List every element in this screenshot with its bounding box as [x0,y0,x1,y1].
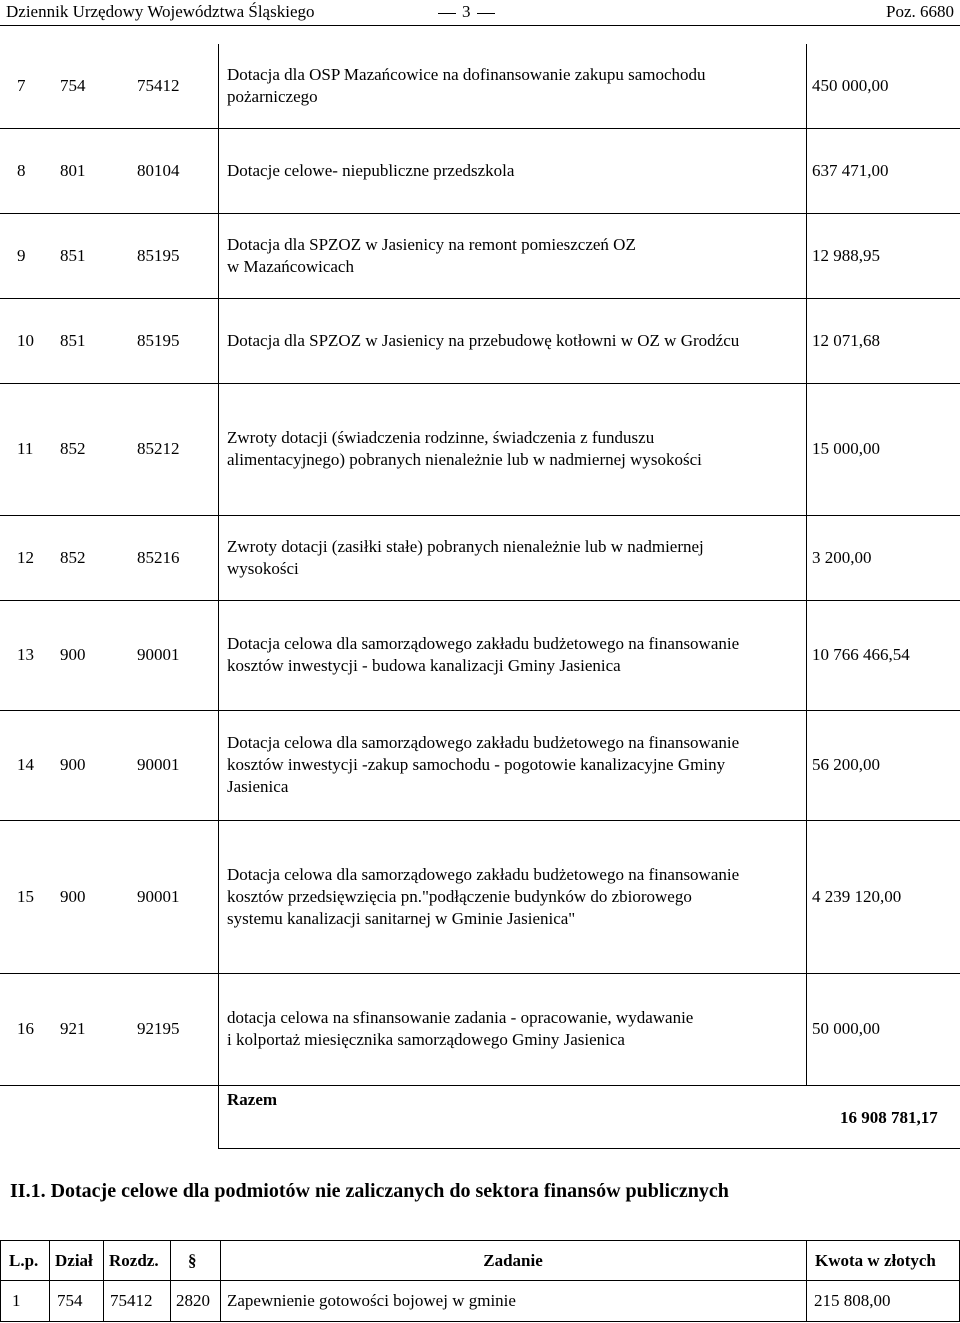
row-lp: 15 [17,886,34,906]
total-amount: 16 908 781,17 [840,1108,938,1127]
position-number: Poz. 6680 [886,2,954,21]
row-description [227,44,805,128]
row-description-line: Dotacja celowa dla samorządowego zakładu budżetowego na finansowanie [227,634,740,653]
table2-cell-zadanie: Zapewnienie gotowości bojowej w gminie [227,1291,516,1310]
row-description-line: Dotacja dla SPZOZ w Jasienicy na remont pomieszczeń OZ [227,234,636,254]
row-description-line: kosztów przedsięwzięcia pn."podłączenie budynków do zbiorowego [227,886,692,906]
row-description [227,383,805,515]
row-lp: 16 [17,1019,34,1038]
total-label: Razem [227,1090,278,1109]
row-amount: 12 071,68 [812,330,880,350]
row-description [227,600,805,710]
row-description-line: Dotacja dla OSP Mazańcowice na dofinansowanie zakupu samochodu [227,65,706,84]
row-description-line: Dotacja celowa dla samorządowego zakładu budżetowego na finansowanie [227,864,740,884]
row-dzial: 852 [60,547,86,567]
row-rozdz: 90001 [137,886,180,906]
row-description-line: w Mazańcowicach [227,256,354,276]
row-description-line: kosztów inwestycji -zakup samochodu - pogotowie kanalizacyjne Gminy [227,755,726,774]
row-description-line: dotacja celowa na sfinansowanie zadania - opracowanie, wydawanie [227,1008,694,1027]
row-description-line: Dotacje celowe- niepubliczne przedszkola [227,160,515,180]
row-amount: 3 200,00 [812,547,872,567]
table2-header-paragraph: § [188,1251,197,1270]
row-description-line: alimentacyjnego) pobranych nienależnie lub w nadmiernej wysokości [227,450,702,469]
row-rozdz: 85195 [137,330,180,350]
table2-cell-kwota: 215 808,00 [814,1291,891,1310]
row-rozdz: 85195 [137,245,180,265]
row-amount: 10 766 466,54 [812,645,910,664]
row-description [227,710,805,820]
row-lp: 12 [17,547,34,567]
table2-header-rozdz: Rozdz. [109,1251,159,1270]
row-amount: 15 000,00 [812,439,880,458]
table2-header-kwota: Kwota w złotych [815,1251,936,1270]
row-dzial: 851 [60,245,86,265]
row-amount: 450 000,00 [812,76,889,95]
row-description [227,298,805,383]
row-lp: 14 [17,755,34,774]
page-header [0,0,960,26]
row-rozdz: 90001 [137,755,180,774]
row-amount: 4 239 120,00 [812,886,902,906]
row-dzial: 900 [60,886,86,906]
row-dzial: 852 [60,439,86,458]
row-amount: 56 200,00 [812,755,880,774]
row-description-line: wysokości [227,558,299,578]
row-description-line: kosztów inwestycji - budowa kanalizacji Gminy Jasienica [227,656,621,675]
row-description [227,515,805,600]
row-rozdz: 75412 [137,76,180,95]
row-description [227,213,805,298]
row-lp: 13 [17,645,34,664]
row-description [227,128,805,213]
row-dzial: 921 [60,1019,86,1038]
row-amount: 12 988,95 [812,245,880,265]
row-description-line: Dotacja celowa dla samorządowego zakładu budżetowego na finansowanie [227,733,740,752]
row-dzial: 754 [60,76,86,95]
row-rozdz: 85216 [137,547,180,567]
row-lp: 10 [17,330,34,350]
journal-title: Dziennik Urzędowy Województwa Śląskiego [6,2,315,21]
table2-header-dzial: Dział [55,1251,93,1270]
table2-cell-rozdz: 75412 [110,1291,153,1310]
row-rozdz: 92195 [137,1019,180,1038]
table2-header-lp: L.p. [9,1251,39,1270]
row-lp: 7 [17,76,26,95]
section-title: II.1. Dotacje celowe dla podmiotów nie zaliczanych do sektora finansów publicznych [10,1180,729,1202]
row-description-line: systemu kanalizacji sanitarnej w Gminie Jasienica" [227,908,576,928]
row-description [227,973,805,1085]
row-description-line: Zwroty dotacji (zasiłki stałe) pobranych nienależnie lub w nadmiernej [227,536,704,556]
table2-cell-lp: 1 [12,1291,21,1310]
header-rule [0,25,960,26]
row-description-line: Zwroty dotacji (świadczenia rodzinne, świadczenia z funduszu [227,428,655,447]
row-rozdz: 90001 [137,645,180,664]
row-rozdz: 85212 [137,439,180,458]
table2-cell-paragraph: 2820 [176,1291,210,1310]
row-description-line: i kolportaż miesięcznika samorządowego Gminy Jasienica [227,1030,625,1049]
table2-cell-dzial: 754 [57,1291,83,1310]
row-description-line: Dotacja dla SPZOZ w Jasienicy na przebudowę kotłowni w OZ w Grodźcu [227,330,740,350]
row-rozdz: 80104 [137,160,180,180]
row-dzial: 851 [60,330,86,350]
row-amount: 50 000,00 [812,1019,880,1038]
row-lp: 9 [17,245,26,265]
row-amount: 637 471,00 [812,160,889,180]
page-number [432,2,501,22]
page-number-value: 3 [462,2,471,21]
row-description [227,820,805,973]
row-dzial: 900 [60,755,86,774]
table2-header-zadanie: Zadanie [483,1251,543,1270]
row-lp: 11 [17,439,34,458]
row-dzial: 900 [60,645,86,664]
row-description-line: pożarniczego [227,87,318,106]
row-lp: 8 [17,160,26,180]
row-dzial: 801 [60,160,86,180]
row-description-line: Jasienica [227,777,289,796]
